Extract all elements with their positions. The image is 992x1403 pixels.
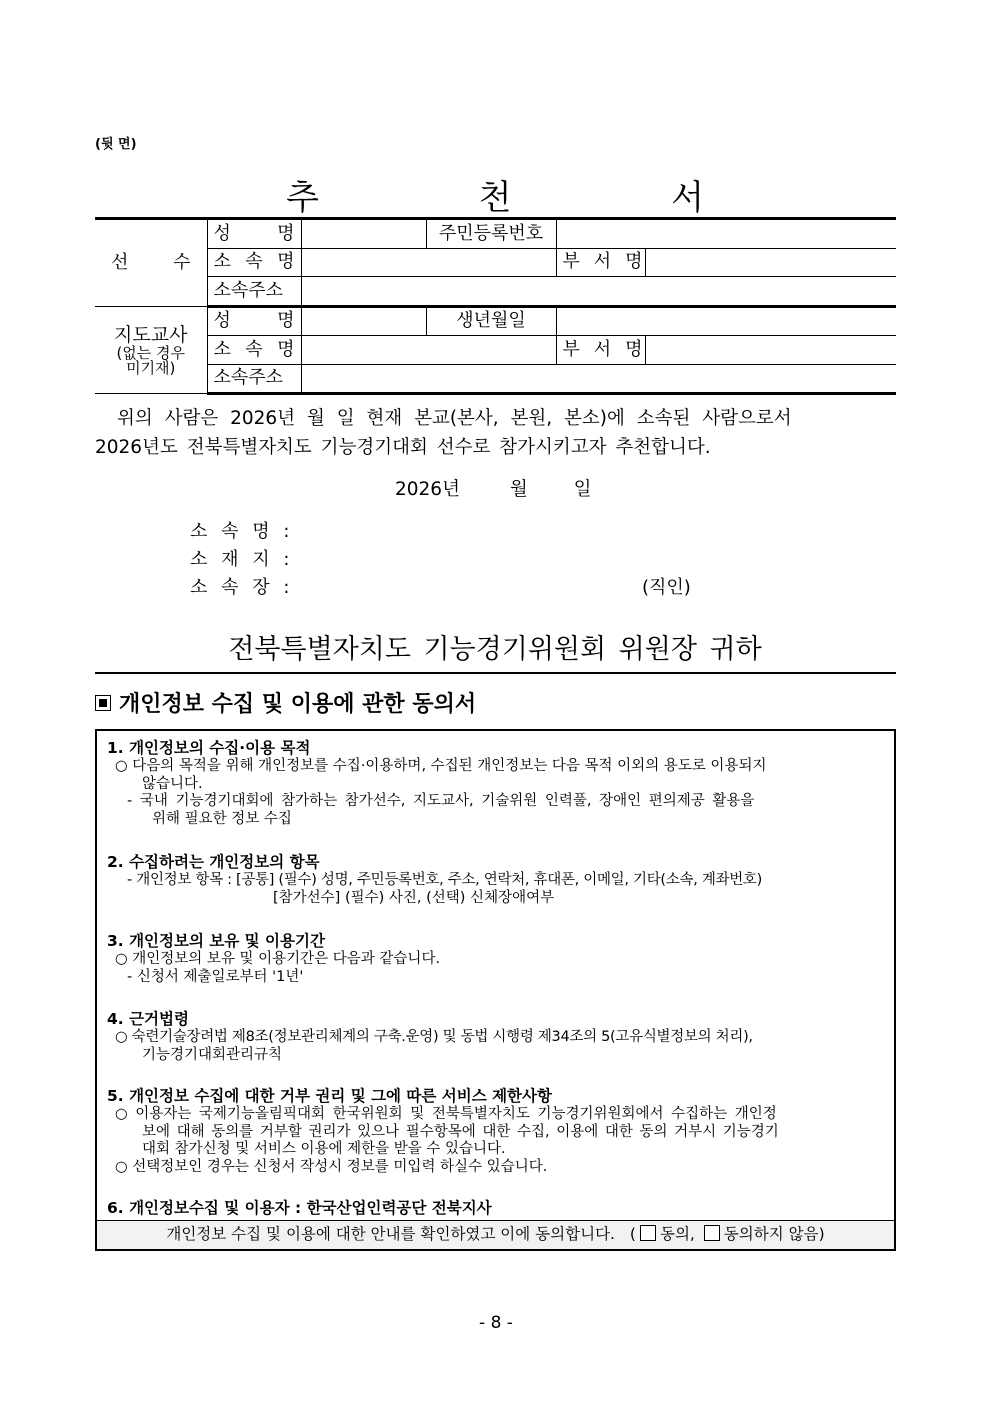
athlete-resident-number-field[interactable] (556, 219, 896, 249)
label-char: 명 (277, 310, 295, 332)
section-title: 4. 근거법령 (107, 1010, 189, 1028)
section-title: 3. 개인정보의 보유 및 이용기간 (107, 932, 325, 950)
section-line: ○ 숙련기술장려법 제8조(정보관리체계의 구축.운영) 및 동법 시행령 제34조의 5(고유식별정보의 처리), (115, 1029, 753, 1045)
section-line: 기능경기대회관리규칙 (142, 1046, 283, 1063)
section-line: - 개인정보 항목 : [공통] (필수) 성명, 주민등록번호, 주소, 연락처, 휴대폰, 이메일, 기타(소속, 계좌번호) (127, 872, 762, 888)
consent-section-3 (107, 932, 886, 986)
signer-org-label: 소 속 명 : (190, 521, 294, 542)
filled-square-icon (95, 695, 111, 711)
signer-location-label: 소 재 지 : (190, 549, 294, 570)
section-line: 대회 참가신청 및 서비스 이용에 제한을 받을 수 있습니다. (142, 1141, 506, 1157)
label-char: 명 (277, 338, 295, 360)
label-char: 속 (245, 251, 263, 273)
teacher-address-row (95, 364, 896, 394)
consent-section-2 (107, 853, 886, 907)
athlete-dept-field[interactable] (645, 248, 896, 277)
address-label: 소속주소 (207, 277, 301, 307)
consent-section-4 (107, 1010, 886, 1064)
section-line: - 신청서 제출일로부터 '1년' (127, 968, 304, 985)
section-line: ○ 선택정보인 경우는 신청서 작성시 정보를 미입력 하실수 있습니다. (115, 1158, 548, 1175)
athlete-name-row (95, 219, 896, 249)
section-line: [참가선수] (필수) 사진, (선택) 신체장애여부 (273, 889, 555, 906)
name-label (207, 306, 301, 336)
label-char: 명 (625, 338, 643, 360)
teacher-address-field[interactable] (301, 364, 896, 394)
date-day: 일 (573, 479, 592, 500)
title-char: 천 (478, 178, 512, 218)
date-month: 월 (509, 479, 528, 500)
official-seal-mark: (직인) (642, 577, 691, 598)
agreement-text: 개인정보 수집 및 이용에 대한 안내를 확인하였고 이에 동의합니다. (166, 1225, 615, 1243)
name-label (207, 219, 301, 249)
consent-section-1 (107, 739, 886, 828)
divider (95, 672, 896, 674)
athlete-org-row (95, 248, 896, 277)
recommendation-statement (95, 404, 895, 462)
section-line: 않습니다. (142, 775, 203, 792)
label-char: 속 (245, 338, 263, 360)
teacher-org-field[interactable] (301, 336, 556, 365)
org-label (207, 336, 301, 365)
consent-heading-text: 개인정보 수집 및 이용에 관한 동의서 (119, 692, 477, 717)
agree-checkbox[interactable] (640, 1225, 656, 1241)
section-title: 1. 개인정보의 수집·이용 목적 (107, 739, 311, 757)
section-line: 보에 대해 동의를 거부할 권리가 있으나 필수항목에 대한 수집, 이용에 대한 동의 거부시 기능경기 (142, 1123, 779, 1140)
label-char: 소 (213, 251, 231, 273)
section-line: 위해 필요한 정보 수집 (152, 810, 292, 827)
athlete-org-field[interactable] (301, 248, 556, 277)
consent-section-5 (107, 1087, 886, 1176)
teacher-group-label (95, 306, 207, 394)
resident-number-label: 주민등록번호 (426, 219, 556, 249)
athlete-name-field[interactable] (301, 219, 426, 249)
section-line: - 국내 기능경기대회에 참가하는 참가선수, 지도교사, 기술위원 인력풀, 장애인 편의제공 활용을 (127, 793, 755, 809)
teacher-birthdate-field[interactable] (556, 306, 896, 336)
athlete-group-label (95, 219, 207, 307)
date-year: 2026년 (395, 479, 460, 500)
title-char: 추 (286, 178, 319, 218)
recipient-line: 전북특별자치도 기능경기위원회 위원장 귀하 (228, 634, 762, 665)
label-char: 부 (562, 251, 580, 273)
address-label: 소속주소 (207, 364, 301, 394)
label-char: 명 (277, 222, 295, 244)
teacher-group-title: 지도교사 (114, 323, 188, 346)
statement-line-2: 2026년도 전북특별자치도 기능경기대회 선수로 참가시키고자 추천합니다. (95, 437, 711, 458)
org-label (207, 248, 301, 277)
consent-agreement-row: 개인정보 수집 및 이용에 대한 안내를 확인하였고 이에 동의합니다. ( 동의, 동의하지 않음) (97, 1220, 894, 1249)
consent-box (95, 729, 896, 1251)
teacher-group-note: (없는 경우 (116, 343, 186, 362)
page-number: - 8 - (479, 1313, 513, 1333)
recommendation-table (95, 217, 896, 395)
consent-section-6 (107, 1199, 886, 1218)
date-line (395, 475, 591, 501)
dept-label (556, 248, 645, 277)
teacher-org-row (95, 336, 896, 365)
athlete-group-char: 수 (173, 251, 191, 273)
disagree-checkbox[interactable] (704, 1225, 720, 1241)
athlete-group-char: 선 (111, 251, 129, 273)
label-char: 명 (277, 251, 295, 273)
section-title: 5. 개인정보 수집에 대한 거부 권리 및 그에 따른 서비스 제한사항 (107, 1087, 552, 1105)
document-title (95, 170, 895, 216)
label-char: 서 (593, 251, 612, 273)
section-line: ○ 이용자는 국제기능올림픽대회 한국위원회 및 전북특별자치도 기능경기위원회에서 수집하는 개인정 (115, 1106, 777, 1122)
label-char: 성 (213, 222, 231, 244)
section-line: ○ 다음의 목적을 위해 개인정보를 수집·이용하며, 수집된 개인정보는 다음 목적 이외의 용도로 이용되지 (115, 758, 767, 774)
birthdate-label: 생년월일 (426, 306, 556, 336)
label-char: 명 (625, 251, 643, 273)
label-char: 부 (562, 338, 580, 360)
agree-label: 동의, (659, 1225, 695, 1243)
label-char: 소 (213, 338, 231, 360)
teacher-name-row (95, 306, 896, 336)
statement-line-1: 위의 사람은 2026년 월 일 현재 본교(본사, 본원, 본소)에 소속된 사람으로서 (117, 408, 792, 429)
teacher-dept-field[interactable] (645, 336, 896, 365)
section-title: 2. 수집하려는 개인정보의 항목 (107, 853, 320, 871)
teacher-group-note: 미기재) (126, 358, 176, 377)
page-side-label: (뒷 면) (95, 137, 137, 152)
athlete-address-field[interactable] (301, 277, 896, 307)
disagree-label: 동의하지 않음 (723, 1225, 819, 1243)
label-char: 성 (213, 310, 231, 332)
dept-label (556, 336, 645, 365)
athlete-address-row (95, 277, 896, 307)
section-title: 6. 개인정보수집 및 이용자 : 한국산업인력공단 전북지사 (107, 1199, 492, 1217)
section-line: ○ 개인정보의 보유 및 이용기간은 다음과 같습니다. (115, 951, 441, 967)
signer-head-label: 소 속 장 : (190, 577, 294, 598)
teacher-name-field[interactable] (301, 306, 426, 336)
title-char: 서 (671, 178, 704, 218)
label-char: 서 (593, 338, 612, 360)
consent-heading (95, 687, 476, 718)
